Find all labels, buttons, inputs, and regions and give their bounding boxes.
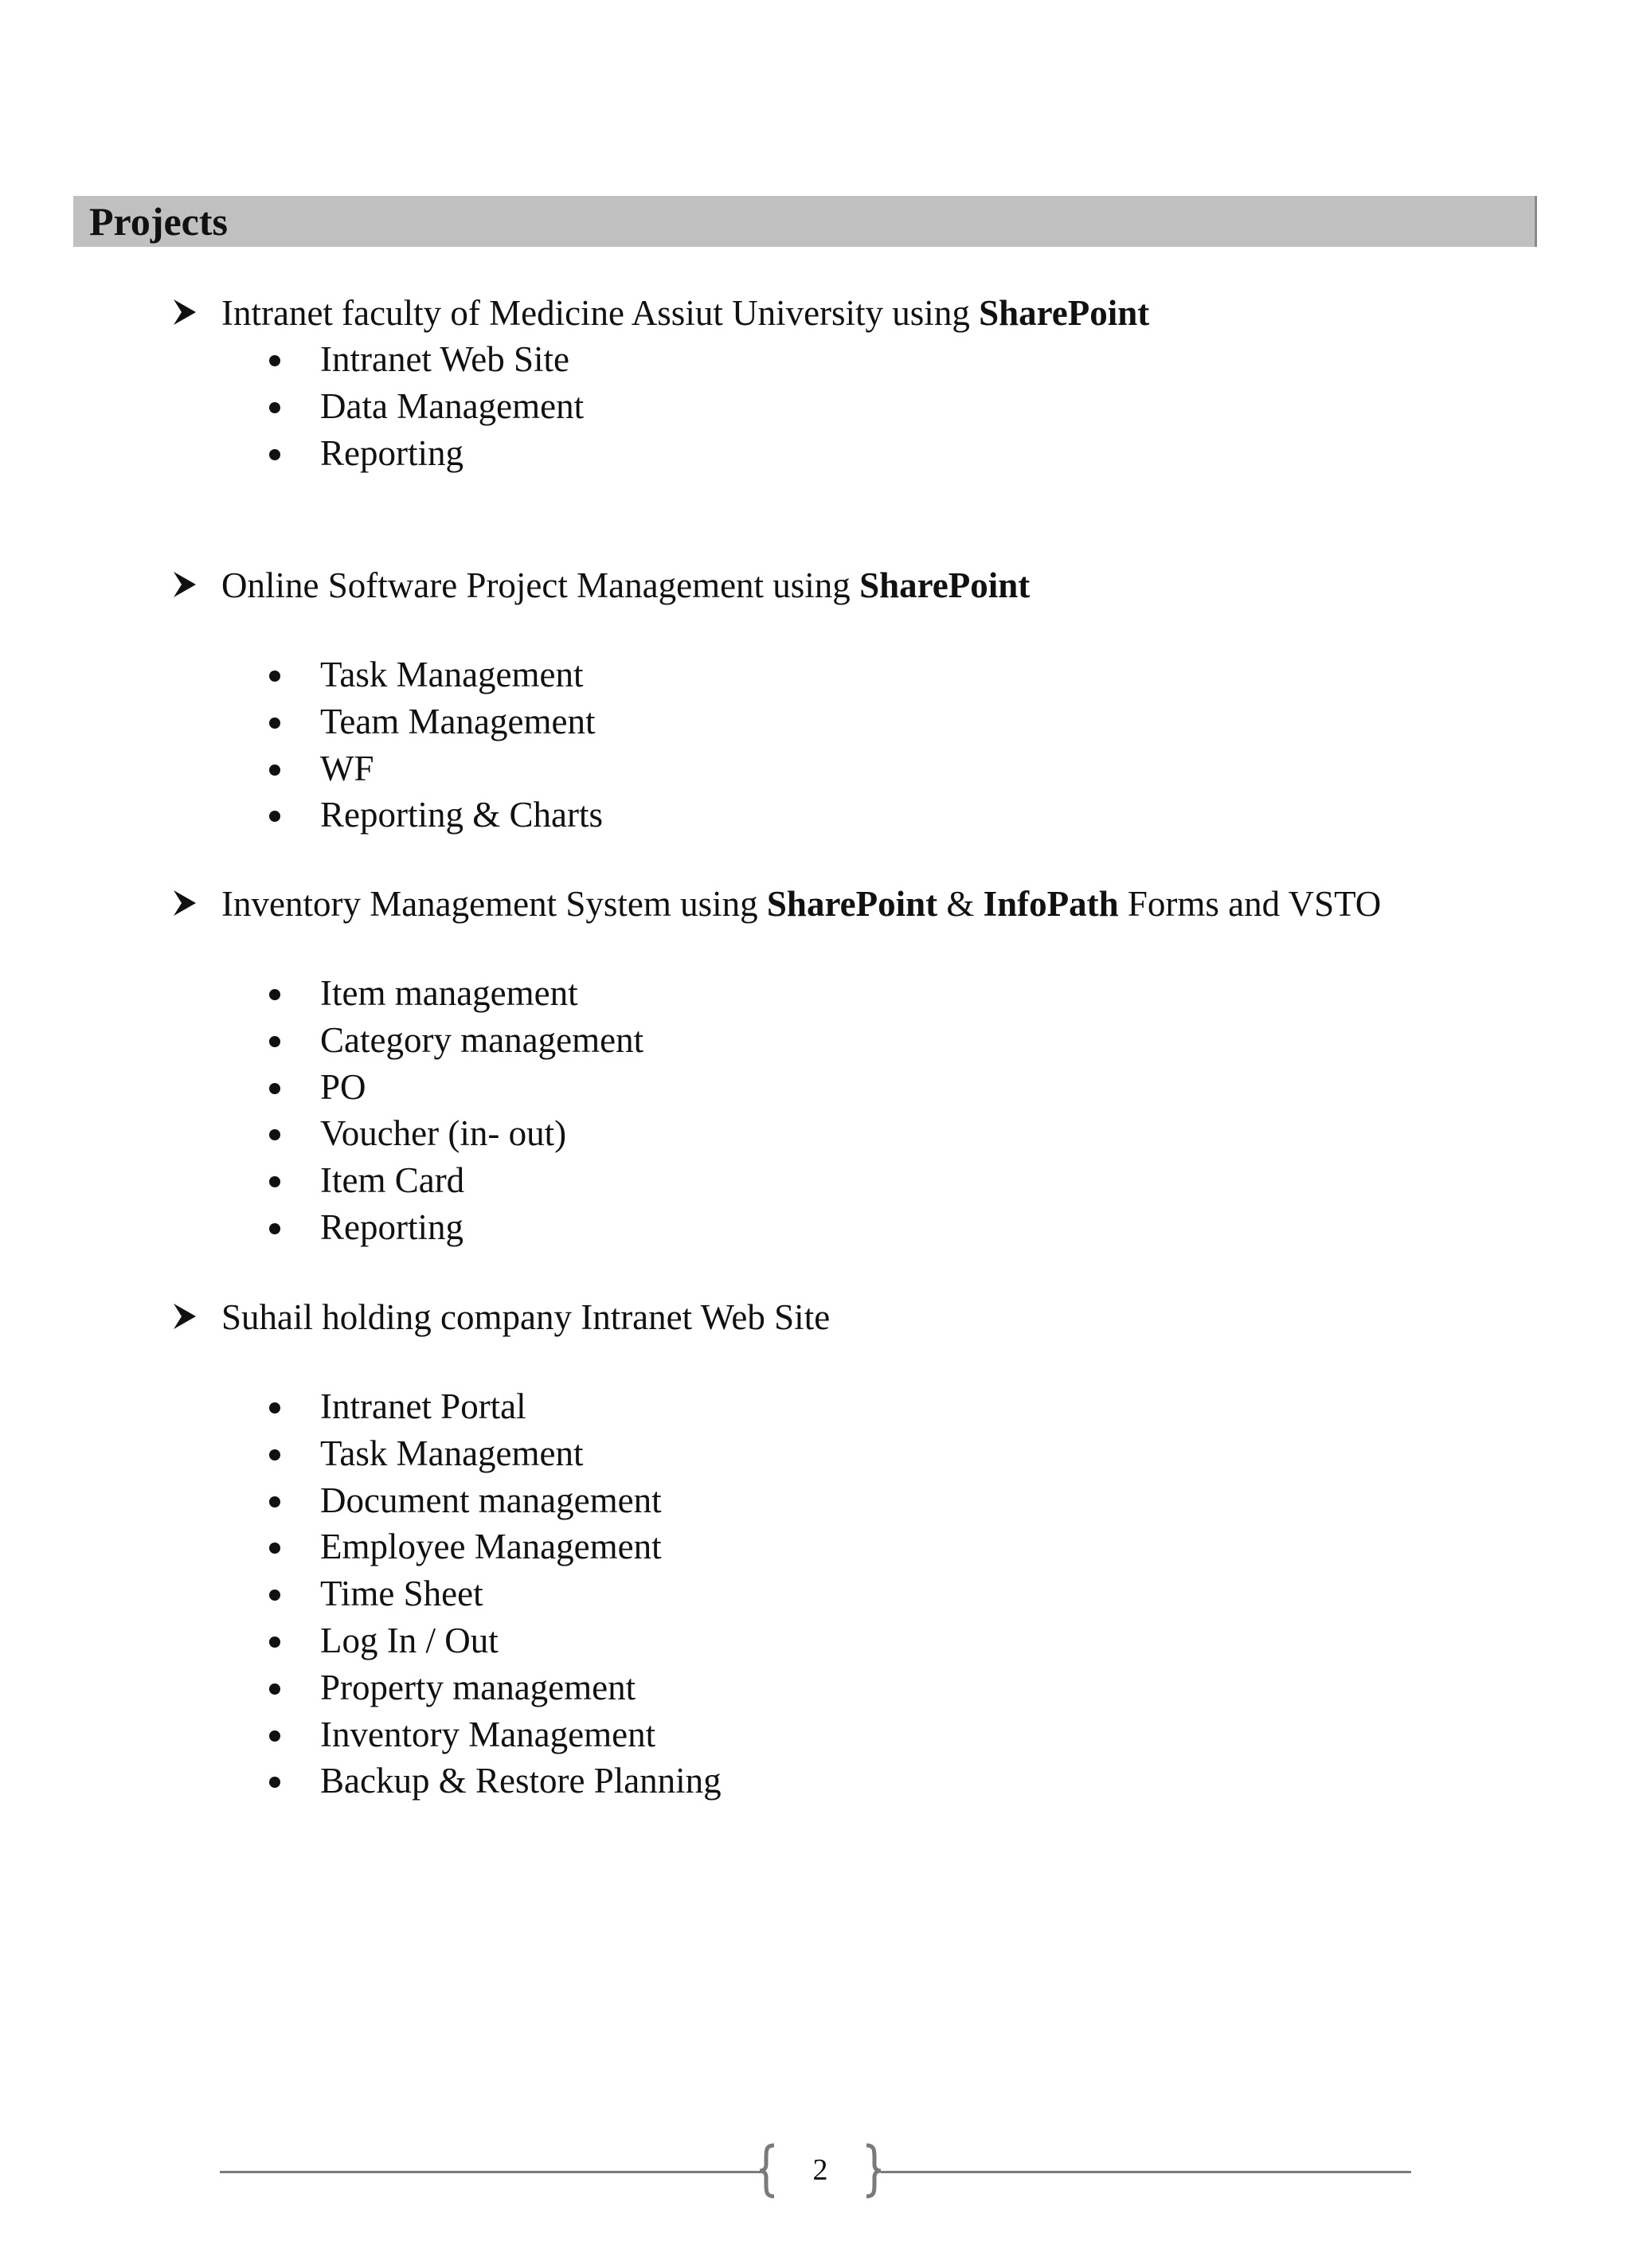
list-item bbox=[172, 336, 1574, 383]
list-item bbox=[172, 1477, 1574, 1524]
project-heading bbox=[172, 1294, 1574, 1340]
bullet-dot-icon bbox=[269, 1496, 280, 1507]
project-block bbox=[172, 881, 1574, 1251]
list-item-text: Data Management bbox=[320, 385, 585, 426]
bullet-dot-icon bbox=[269, 1223, 280, 1234]
list-item-text: Item management bbox=[320, 973, 578, 1013]
list-item bbox=[172, 745, 1574, 792]
list-item bbox=[172, 1570, 1574, 1617]
list-item-text: Task Management bbox=[320, 1433, 584, 1473]
feature-list bbox=[172, 970, 1574, 1251]
feature-list bbox=[172, 1383, 1574, 1805]
feature-list bbox=[172, 336, 1574, 476]
project-heading bbox=[172, 562, 1574, 608]
project-title-text: Forms and VSTO bbox=[1118, 884, 1382, 924]
list-item-text: Voucher (in- out) bbox=[320, 1113, 567, 1154]
list-item-text: Category management bbox=[320, 1019, 644, 1060]
list-item-text: WF bbox=[320, 748, 374, 788]
arrowhead-bullet-icon bbox=[172, 1297, 201, 1335]
left-brace-icon bbox=[757, 2142, 779, 2200]
bullet-dot-icon bbox=[269, 1730, 280, 1742]
list-item bbox=[172, 698, 1574, 745]
list-item bbox=[172, 1017, 1574, 1064]
project-block bbox=[172, 562, 1574, 839]
bullet-dot-icon bbox=[269, 1402, 280, 1414]
bullet-dot-icon bbox=[269, 1636, 280, 1648]
list-item bbox=[172, 383, 1574, 430]
section-header-bar bbox=[73, 196, 1537, 247]
feature-list bbox=[172, 651, 1574, 839]
list-item bbox=[172, 430, 1574, 477]
list-item bbox=[172, 651, 1574, 698]
technology-name: InfoPath bbox=[983, 884, 1119, 924]
bullet-dot-icon bbox=[269, 1683, 280, 1695]
list-item-text: Backup & Restore Planning bbox=[320, 1761, 722, 1801]
footer-rule-right bbox=[881, 2171, 1411, 2173]
list-item bbox=[172, 1157, 1574, 1204]
list-item bbox=[172, 1617, 1574, 1664]
project-title-text: Suhail holding company Intranet Web Site bbox=[221, 1297, 831, 1337]
bullet-dot-icon bbox=[269, 1449, 280, 1461]
list-item bbox=[172, 1758, 1574, 1805]
footer-rule-left bbox=[220, 2171, 761, 2173]
list-item-text: Document management bbox=[320, 1480, 662, 1520]
list-item-text: Item Card bbox=[320, 1160, 465, 1201]
project-title-text: Intranet faculty of Medicine Assiut University using bbox=[221, 293, 980, 333]
list-item-text: Team Management bbox=[320, 701, 596, 741]
section-title: Projects bbox=[89, 199, 228, 244]
bullet-dot-icon bbox=[269, 1176, 280, 1187]
list-item-text: Reporting bbox=[320, 1206, 463, 1247]
project-heading bbox=[172, 290, 1574, 336]
project-block bbox=[172, 1294, 1574, 1805]
arrowhead-bullet-icon bbox=[172, 293, 201, 331]
list-item-text: PO bbox=[320, 1066, 366, 1107]
list-item bbox=[172, 1064, 1574, 1111]
page-number: 2 bbox=[812, 2153, 828, 2187]
bullet-dot-icon bbox=[269, 1129, 280, 1140]
project-title-text: Online Software Project Management using bbox=[221, 565, 860, 605]
list-item-text: Intranet Web Site bbox=[320, 339, 569, 379]
technology-name: SharePoint bbox=[859, 565, 1031, 605]
list-item bbox=[172, 1523, 1574, 1570]
bullet-dot-icon bbox=[269, 402, 280, 413]
bullet-dot-icon bbox=[269, 355, 280, 366]
project-title-text: Inventory Management System using bbox=[221, 884, 767, 924]
bullet-dot-icon bbox=[269, 449, 280, 460]
bullet-dot-icon bbox=[269, 1590, 280, 1601]
list-item-text: Employee Management bbox=[320, 1527, 662, 1567]
arrowhead-bullet-icon bbox=[172, 884, 201, 922]
technology-name: SharePoint bbox=[979, 293, 1150, 333]
project-heading bbox=[172, 881, 1574, 927]
list-item-text: Task Management bbox=[320, 655, 584, 694]
list-item bbox=[172, 1204, 1574, 1251]
bullet-dot-icon bbox=[269, 671, 280, 682]
list-item bbox=[172, 1711, 1574, 1758]
bullet-dot-icon bbox=[269, 1083, 280, 1094]
project-title-text: & bbox=[937, 884, 984, 924]
bullet-dot-icon bbox=[269, 764, 280, 776]
list-item bbox=[172, 1110, 1574, 1157]
bullet-dot-icon bbox=[269, 1777, 280, 1788]
project-block bbox=[172, 290, 1574, 476]
list-item bbox=[172, 1383, 1574, 1430]
list-item bbox=[172, 792, 1574, 839]
list-item-text: Inventory Management bbox=[320, 1714, 656, 1754]
list-item-text: Log In / Out bbox=[320, 1620, 499, 1660]
list-item bbox=[172, 1430, 1574, 1477]
bullet-dot-icon bbox=[269, 718, 280, 729]
list-item bbox=[172, 1664, 1574, 1711]
bullet-dot-icon bbox=[269, 811, 280, 822]
technology-name: SharePoint bbox=[766, 884, 938, 924]
list-item bbox=[172, 970, 1574, 1017]
list-item-text: Reporting bbox=[320, 432, 463, 473]
bullet-dot-icon bbox=[269, 989, 280, 1000]
bullet-dot-icon bbox=[269, 1543, 280, 1554]
arrowhead-bullet-icon bbox=[172, 565, 201, 604]
list-item-text: Reporting & Charts bbox=[320, 795, 603, 835]
bullet-dot-icon bbox=[269, 1036, 280, 1047]
list-item-text: Intranet Portal bbox=[320, 1386, 526, 1426]
list-item-text: Time Sheet bbox=[320, 1574, 483, 1614]
list-item-text: Property management bbox=[320, 1667, 636, 1707]
